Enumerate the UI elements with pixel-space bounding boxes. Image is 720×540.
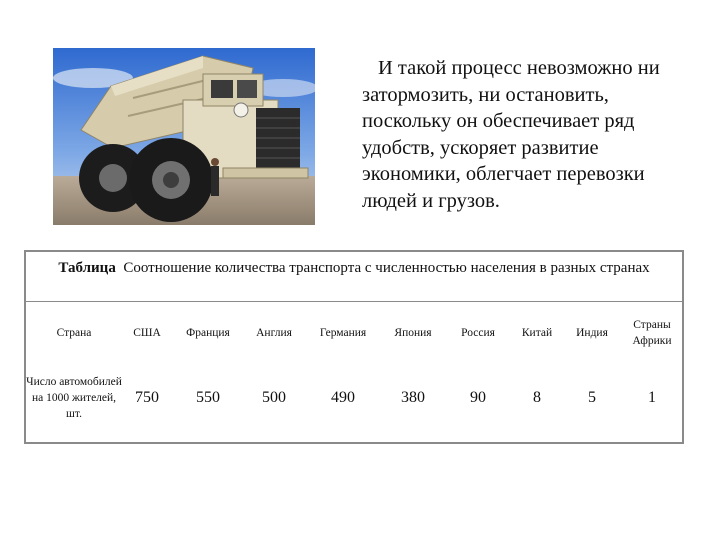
caption-label: Таблица [58, 260, 116, 276]
country-header: Англия [256, 327, 292, 339]
country-header: Россия [461, 327, 495, 339]
country-header: Германия [319, 327, 367, 339]
value-cell: 500 [262, 389, 286, 406]
value-cell: 380 [401, 389, 425, 406]
value-cell: 1 [648, 389, 656, 406]
country-header: США [133, 327, 161, 339]
country-header: Страны Африки [632, 319, 672, 347]
intro-paragraph: И такой процесс невозможно ни затормозить, ни остановить, поскольку он обеспечивает ряд удобств, ускоряет развитие экономики, облегчает перевозки людей и грузов. [362, 57, 660, 212]
country-header: Китай [521, 327, 553, 339]
dump-truck-photo [53, 48, 315, 225]
dump-truck-illustration [53, 48, 315, 225]
caption-text: Соотношение количества транспорта с численностью населения в разных странах [123, 260, 650, 276]
value-cell: 5 [588, 389, 596, 406]
table-caption [26, 252, 682, 302]
header-row-label: Страна [56, 327, 92, 339]
country-header: Япония [394, 327, 432, 339]
values-row [26, 360, 682, 436]
value-cell: 8 [533, 389, 541, 406]
country-header: Франция [186, 327, 230, 339]
header-row [26, 306, 682, 360]
value-cell: 90 [470, 389, 486, 406]
value-cell: 750 [135, 389, 159, 406]
values-row-label: Число автомобилей на 1000 жителей, шт. [26, 376, 122, 420]
value-cell: 490 [331, 389, 355, 406]
country-header: Индия [576, 327, 608, 339]
data-table [26, 306, 682, 436]
transport-table [24, 250, 684, 444]
value-cell: 550 [196, 389, 220, 406]
